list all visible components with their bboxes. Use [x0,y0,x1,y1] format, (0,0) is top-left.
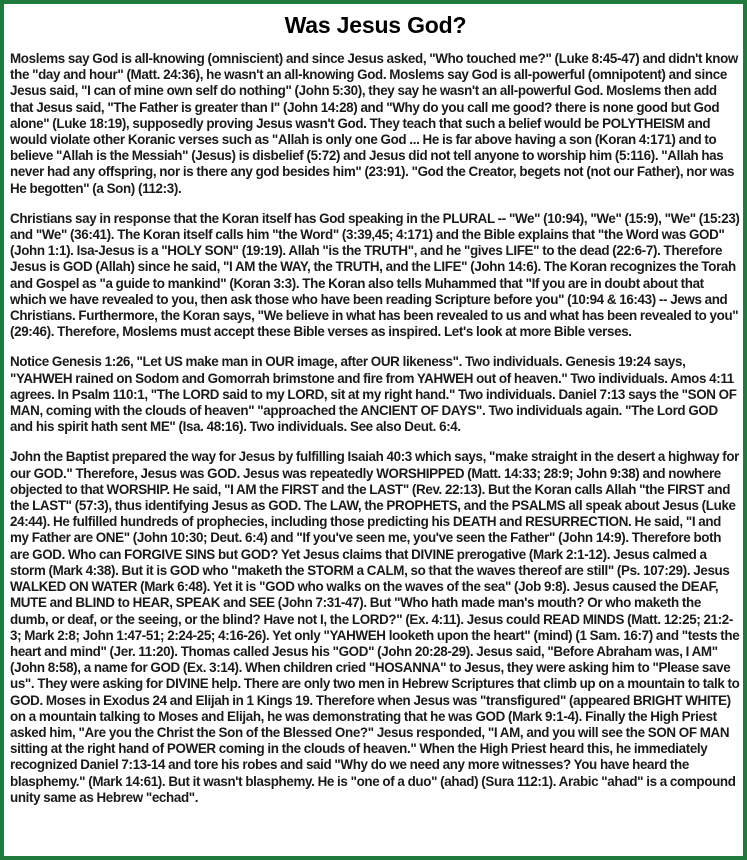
page-title: Was Jesus God? [284,12,467,38]
paragraph-christian-response: Christians say in response that the Koran itself has God speaking in the PLURAL -- "We" (10:94), "We" (15:9), "We" (15:23) and "We" (36:41). The Koran itself calls him "the Word" (3:39,45; 4:171) and the Bible explains that "the Word was GOD" (John 1:1). Isa-Jesus is a "HOLY SON" (19:19). Allah "is the TRUTH", and he "gives LIFE" to the dead (22:6-7). Therefore Jesus is GOD (Allah) since he said, "I AM the WAY, the TRUTH, and the LIFE" (John 14:6). The Koran recognizes the Torah and Gospel as "a guide to mankind" (Koran 3:3). The Koran also tells Muhammed that "If you are in doubt about that which we have revealed to you, then ask those who have been reading Scripture before you" (10:94 & 16:43) -- Jews and Christians. Furthermore, the Koran says, "We believe in what has been revealed to us and what has been revealed to you" (29:46). Therefore, Moslems must accept these Bible verses as inspired. Let's look at more Bible verses. [10,210,740,340]
paragraph-jesus-divine-evidence: John the Baptist prepared the way for Jesus by fulfilling Isaiah 40:3 which says, "make straight in the desert a highway for our GOD." Therefore, Jesus was GOD. Jesus was repeatedly WORSHIPPED (Matt. 14:33; 28:9; John 9:38) and nowhere objected to that WORSHIP. He said, "I AM the FIRST and the LAST" (Rev. 22:13). But the Koran calls Allah "the FIRST and the LAST" (57:3), thus identifying Jesus as GOD. The LAW, the PROPHETS, and the PSALMS all speak about Jesus (Luke 24:44). He fulfilled hundreds of prophecies, including those predicting his DEATH and RESURRECTION. He said, "I and my Father are ONE" (John 10:30; Deut. 6:4) and "If you've seen me, you've seen the Father" (John 14:9). Therefore both are GOD. Who can FORGIVE SINS but GOD? Yet Jesus claims that DIVINE prerogative (Mark 2:1-12). Jesus calmed a storm (Mark 4:38). But it is GOD who "maketh the STORM a CALM, so that the waves thereof are still" (Ps. 107:29). Jesus WALKED ON WATER (Mark 6:48). Yet it is "GOD who walks on the waves of the sea" (Job 9:8). Jesus caused the DEAF, MUTE and BLIND to HEAR, SPEAK and SEE (John 7:31-47). But "Who hath made man's mouth? Or who maketh the dumb, or deaf, or the seeing, or the blind? Have not I, the LORD?" (Ex. 4:11). Jesus could READ MINDS (Matt. 12:25; 21:2-3; Mark 2:8; John 1:47-51; 2:24-25; 4:16-26). Yet only "YAHWEH looketh upon the heart" (mind) (1 Sam. 16:7) and "tests the heart and mind" (Jer. 11:20). Thomas called Jesus his "GOD" (John 20:28-29). Jesus said, "Before Abraham was, I AM" (John 8:58), a name for GOD (Ex. 3:14). When children cried "HOSANNA" to Jesus, they were asking him to "Please save us". They were asking for DIVINE help. There are only two men in Hebrew Scriptures that climb up on a mountain to talk to GOD. Moses in Exodus 24 and Elijah in 1 Kings 19. Therefore when Jesus was "transfigured" (appeared BRIGHT WHITE) on a mountain talking to Moses and Elijah, he was demonstrating that he was GOD (Mark 9:1-4). Finally the High Priest asked him, "Are you the Christ the Son of the Blessed One?" Jesus responded, "I AM, and you will see the SON OF MAN sitting at the right hand of POWER coming in the clouds of heaven." When the High Priest heard this, he immediately recognized Daniel 7:13-14 and tore his robes and said "Why do we need any more witnesses? You have heard the blasphemy." (Mark 14:61). But it wasn't blasphemy. He is "one of a duo" (ahad) (Sura 112:1). Arabic "ahad" is a compound unity same as Hebrew "echad". [10,449,740,805]
document-page [10,7,741,820]
paragraph-moslem-arguments: Moslems say God is all-knowing (omniscient) and since Jesus asked, "Who touched me?" (Luke 8:45-47) and didn't know the "day and hour" (Matt. 24:36), he wasn't an all-knowing God. Moslems say God is all-powerful (omnipotent) and since Jesus said, "I can of mine own self do nothing" (John 5:30), they say he wasn't an all-powerful God. Moslems then add that Jesus said, "The Father is greater than I" (John 14:28) and "Why do you call me good? there is none good but God alone" (Luke 18:19), supposedly proving Jesus wasn't God. They teach that such a belief would be POLYTHEISM and would violate other Koranic verses such as "Allah is only one God ... He is far above having a son (Koran 4:171) and to believe "Allah is the Messiah" (Jesus) is disbelief (5:72) and Jesus did not tell anyone to worship him (5:116). "Allah has never had any offspring, nor is there any god besides him" (23:91). "God the Creator, begets not (not our Father), nor was He begotten" (a Son) (112:3). [10,51,738,196]
paragraph-two-individuals: Notice Genesis 1:26, "Let US make man in OUR image, after OUR likeness". Two individuals. Genesis 19:24 says, "YAHWEH rained on Sodom and Gomorrah brimstone and fire from YAHWEH out of heaven." Two individuals. Amos 4:11 agrees. In Psalm 110:1, "The LORD said to my LORD, sit at my right hand." Two individuals. Daniel 7:13 says the "SON OF MAN, coming with the clouds of heaven" "approached the ANCIENT OF DAYS". Two individuals again. "The Lord GOD and his spirit hath sent ME" (Isa. 48:16). Two individuals. See also Deut. 6:4. [10,354,737,435]
